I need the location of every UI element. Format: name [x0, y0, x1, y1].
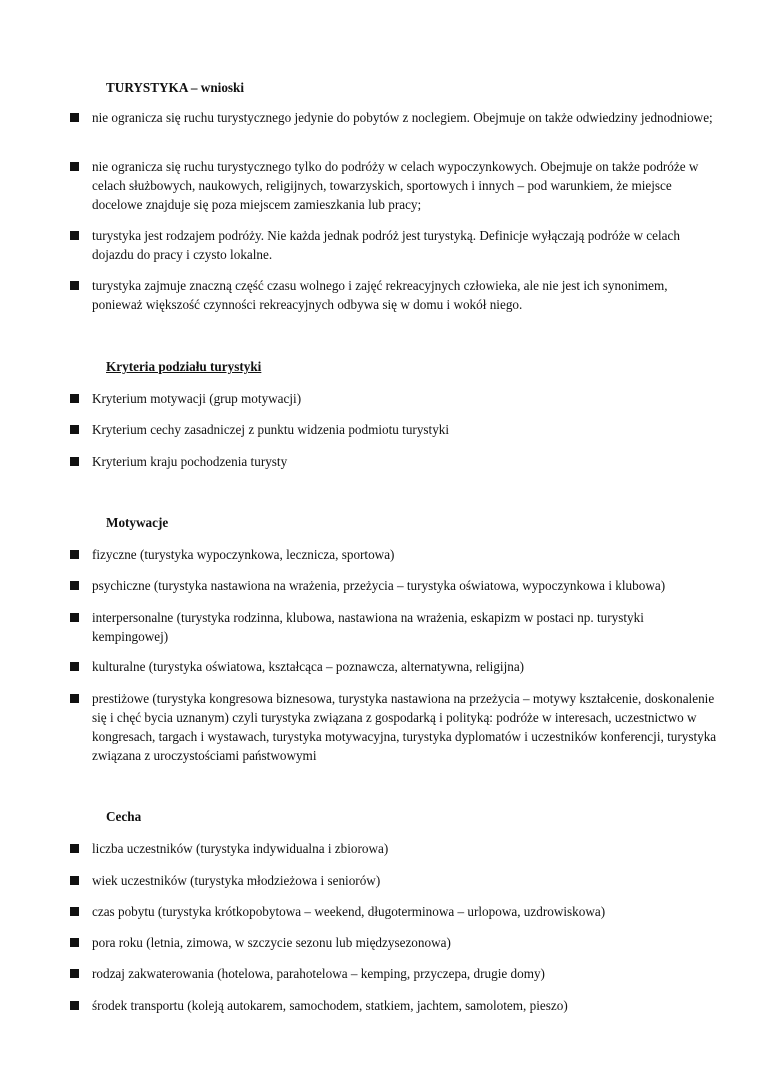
list-item: Kryterium kraju pochodzenia turysty [70, 452, 720, 471]
list-item: interpersonalne (turystyka rodzinna, klubowa, nastawiona na wrażenia, eskapizm w postaci np. turystyki kempingowej) [70, 608, 720, 646]
list-item: Kryterium cechy zasadniczej z punktu widzenia podmiotu turystyki [70, 420, 720, 439]
section-heading-cecha: Cecha [106, 809, 142, 824]
bullet-icon [70, 550, 79, 559]
list-item: nie ogranicza się ruchu turystycznego jedynie do pobytów z noclegiem. Obejmuje on także odwiedziny jednodniowe; [70, 108, 720, 127]
section-heading-kryteria: Kryteria podziału turystyki [106, 359, 262, 374]
bullet-icon [70, 662, 79, 671]
bullet-icon [70, 581, 79, 590]
list-item: kulturalne (turystyka oświatowa, kształcąca – poznawcza, alternatywna, religijna) [70, 657, 720, 676]
list-item: rodzaj zakwaterowania (hotelowa, parahotelowa – kemping, przyczepa, drugie domy) [70, 964, 720, 983]
list-item: środek transportu (koleją autokarem, samochodem, statkiem, jachtem, samolotem, pieszo) [70, 996, 720, 1015]
list-item: turystyka zajmuje znaczną część czasu wolnego i zajęć rekreacyjnych człowieka, ale nie jest ich synonimem, ponieważ większość czynności rekreacyjnych odbywa się w domu i wokół niego. [70, 276, 720, 314]
bullet-icon [70, 425, 79, 434]
list-item: psychiczne (turystyka nastawiona na wrażenia, przeżycia – turystyka oświatowa, wypoczynkowa i klubowa) [70, 576, 720, 595]
bullet-icon [70, 613, 79, 622]
list-item: turystyka jest rodzajem podróży. Nie każda jednak podróż jest turystyką. Definicje wyłączają podróże w celach dojazdu do pracy i czysto lokalne. [70, 226, 720, 264]
list-item: pora roku (letnia, zimowa, w szczycie sezonu lub międzysezonowa) [70, 933, 720, 952]
bullet-icon [70, 231, 79, 240]
bullet-icon [70, 281, 79, 290]
bullet-icon [70, 457, 79, 466]
bullet-icon [70, 844, 79, 853]
list-item: nie ogranicza się ruchu turystycznego tylko do podróży w celach wypoczynkowych. Obejmuje on także podróże w celach służbowych, naukowych, religijnych, towarzyskich, sportowych i innych – pod warunkiem, że miejsce docelowe znajduje się poza miejscem zamieszkania lub pracy; [70, 157, 720, 214]
list-item: czas pobytu (turystyka krótkopobytowa – weekend, długoterminowa – urlopowa, uzdrowiskowa) [70, 902, 720, 921]
list-item: Kryterium motywacji (grup motywacji) [70, 389, 720, 408]
bullet-icon [70, 1001, 79, 1010]
bullet-icon [70, 162, 79, 171]
bullet-icon [70, 907, 79, 916]
list-item: fizyczne (turystyka wypoczynkowa, lecznicza, sportowa) [70, 545, 720, 564]
bullet-icon [70, 969, 79, 978]
list-item: liczba uczestników (turystyka indywidualna i zbiorowa) [70, 839, 720, 858]
bullet-icon [70, 938, 79, 947]
bullet-icon [70, 876, 79, 885]
section-heading-wnioski: TURYSTYKA – wnioski [106, 80, 245, 95]
bullet-icon [70, 394, 79, 403]
bullet-icon [70, 113, 79, 122]
bullet-icon [70, 694, 79, 703]
section-heading-motywacje: Motywacje [106, 515, 169, 530]
list-item: prestiżowe (turystyka kongresowa biznesowa, turystyka nastawiona na przeżycia – motywy kształcenie, doskonalenie się i chęć bycia uznanym) czyli turystyka związana z gospodarką i polityką: podróże w interesach, uczestnictwo w kongresach, targach i wystawach, turystyka motywacyjna, turystyka dyplomatów i uczestników konferencji, turystyka związana z uroczystościami państwowymi [70, 689, 720, 765]
list-item: wiek uczestników (turystyka młodzieżowa i seniorów) [70, 871, 720, 890]
